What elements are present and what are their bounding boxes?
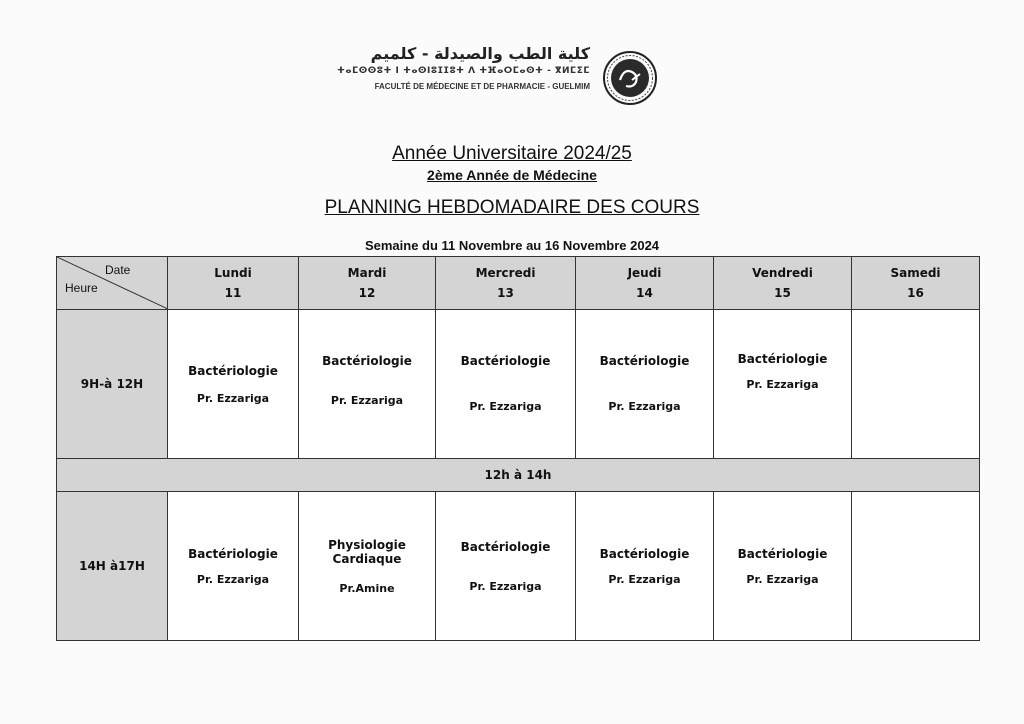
afternoon-cell-jeudi: Bactériologie Pr. Ezzariga [576,492,714,641]
schedule-table [56,256,980,641]
afternoon-cell-mardi: Physiologie Cardiaque Pr.Amine [299,492,436,641]
day-header-samedi: Samedi 16 [852,257,980,310]
faculty-name-tifinagh: ⵜⴰⵎⵙⵙⵓⵜ ⵏ ⵜⴰⵙⵏⵓⵊⵊⵓⵜ ⴷ ⵜⴼⴰⵔⵎⴰⵙⵜ - ⴳⵍⵎⵉⵎ [337,66,590,76]
morning-cell-vendredi: Bactériologie Pr. Ezzariga [714,310,852,459]
day-header-mercredi: Mercredi 13 [436,257,576,310]
afternoon-row [57,492,980,641]
day-header-jeudi: Jeudi 14 [576,257,714,310]
afternoon-cell-samedi [852,492,980,641]
academic-year-title: Année Universitaire 2024/25 [392,143,632,164]
faculty-logo-header [337,44,660,100]
day-header-mardi: Mardi 12 [299,257,436,310]
corner-cell [57,257,168,310]
faculty-name-french: FACULTÉ DE MÉDECINE ET DE PHARMACIE - GUELMIM [374,82,590,91]
morning-row [57,310,980,459]
morning-cell-mercredi: Bactériologie Pr. Ezzariga [436,310,576,459]
lunch-break-label: 12h à 14h [57,459,980,492]
morning-cell-jeudi: Bactériologie Pr. Ezzariga [576,310,714,459]
afternoon-hour-cell: 14H à17H [57,492,168,641]
header-row [57,257,980,310]
morning-cell-mardi: Bactériologie Pr. Ezzariga [299,310,436,459]
day-header-lundi: Lundi 11 [168,257,299,310]
afternoon-cell-mercredi: Bactériologie Pr. Ezzariga [436,492,576,641]
faculty-name-arabic: كلية الطب والصيدلة - كلميم [370,44,590,63]
afternoon-cell-lundi: Bactériologie Pr. Ezzariga [168,492,299,641]
afternoon-cell-vendredi: Bactériologie Pr. Ezzariga [714,492,852,641]
week-range: Semaine du 11 Novembre au 16 Novembre 2024 [364,238,660,253]
planning-title: PLANNING HEBDOMADAIRE DES COURS [324,197,700,218]
lunch-break-row [57,459,980,492]
day-header-vendredi: Vendredi 15 [714,257,852,310]
morning-hour-cell: 9H-à 12H [57,310,168,459]
morning-cell-samedi [852,310,980,459]
level-title: 2ème Année de Médecine [427,167,597,183]
corner-heure-label: Heure [65,281,98,295]
faculty-seal-icon [602,50,658,106]
morning-cell-lundi: Bactériologie Pr. Ezzariga [168,310,299,459]
corner-date-label: Date [105,263,131,277]
